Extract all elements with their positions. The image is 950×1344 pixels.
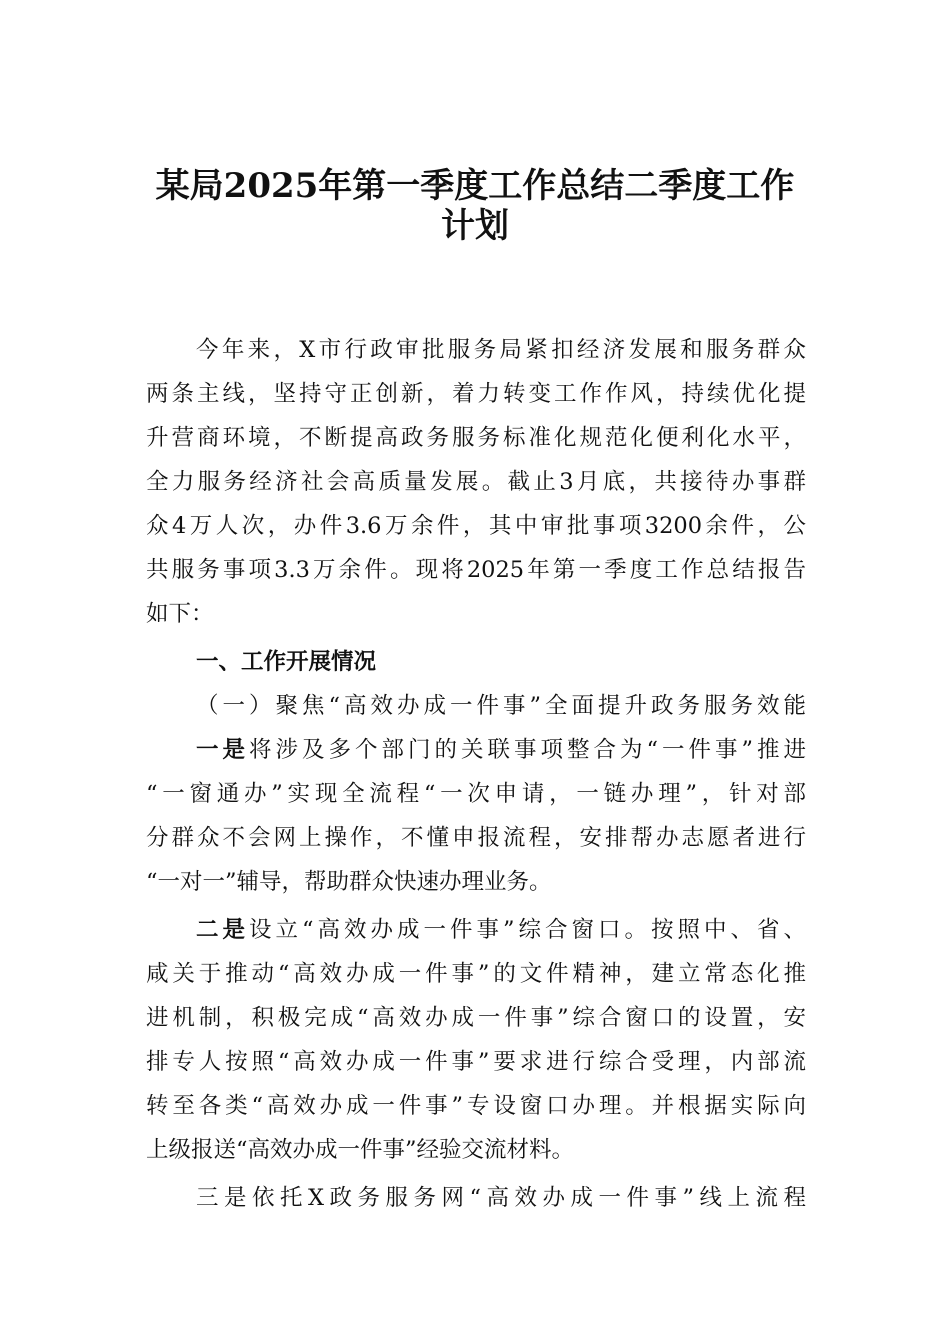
intro-line-2: 两条主线，坚持守正创新，着力转变工作作风，持续优化提 [146, 381, 806, 407]
document-title-line-2: 计划 [441, 206, 509, 246]
point1-line-4: “一对一”辅导，帮助群众快速办理业务。 [146, 869, 552, 895]
point1-first-line-text: 将涉及多个部门的关联事项整合为“一件事”推进 [249, 737, 806, 763]
point2-line-2: 咸关于推动“高效办成一件事”的文件精神，建立常态化推 [146, 961, 806, 987]
point2-line-4: 排专人按照“高效办成一件事”要求进行综合受理，内部流 [146, 1049, 806, 1075]
point2-first-line-text: 设立“高效办成一件事”综合窗口。按照中、省、 [249, 917, 806, 943]
point1-line-2: “一窗通办”实现全流程“一次申请，一链办理”，针对部 [146, 781, 806, 807]
intro-line-6: 共服务事项3.3万余件。现将2025年第一季度工作总结报告 [146, 557, 806, 583]
document-title-line-1: 某局2025年第一季度工作总结二季度工作 [155, 166, 795, 206]
intro-line-4: 全力服务经济社会高质量发展。截止3月底，共接待办事群 [146, 469, 806, 495]
point2-line-3: 进机制，积极完成“高效办成一件事”综合窗口的设置，安 [146, 1005, 806, 1031]
point1-lead: 一是 [196, 737, 249, 763]
point1-first-line [196, 728, 806, 772]
intro-line-3: 升营商环境，不断提高政务服务标准化规范化便利化水平， [146, 425, 806, 451]
section-heading: 一、工作开展情况 [196, 649, 377, 675]
point2-line-6: 上级报送“高效办成一件事”经验交流材料。 [146, 1137, 575, 1163]
subsection-heading: （一）聚焦“高效办成一件事”全面提升政务服务效能 [196, 693, 806, 719]
point1-line-3: 分群众不会网上操作，不懂申报流程，安排帮办志愿者进行 [146, 825, 806, 851]
point2-first-line [196, 908, 806, 952]
intro-line-7: 如下： [146, 601, 214, 627]
point2-line-5: 转至各类“高效办成一件事”专设窗口办理。并根据实际向 [146, 1093, 806, 1119]
point2-lead: 二是 [196, 917, 249, 943]
intro-line-1: 今年来，X市行政审批服务局紧扣经济发展和服务群众 [196, 337, 806, 363]
point3-first-line: 三是依托X政务服务网“高效办成一件事”线上流程 [196, 1185, 806, 1211]
intro-line-5: 众4万人次，办件3.6万余件，其中审批事项3200余件，公 [146, 513, 806, 539]
